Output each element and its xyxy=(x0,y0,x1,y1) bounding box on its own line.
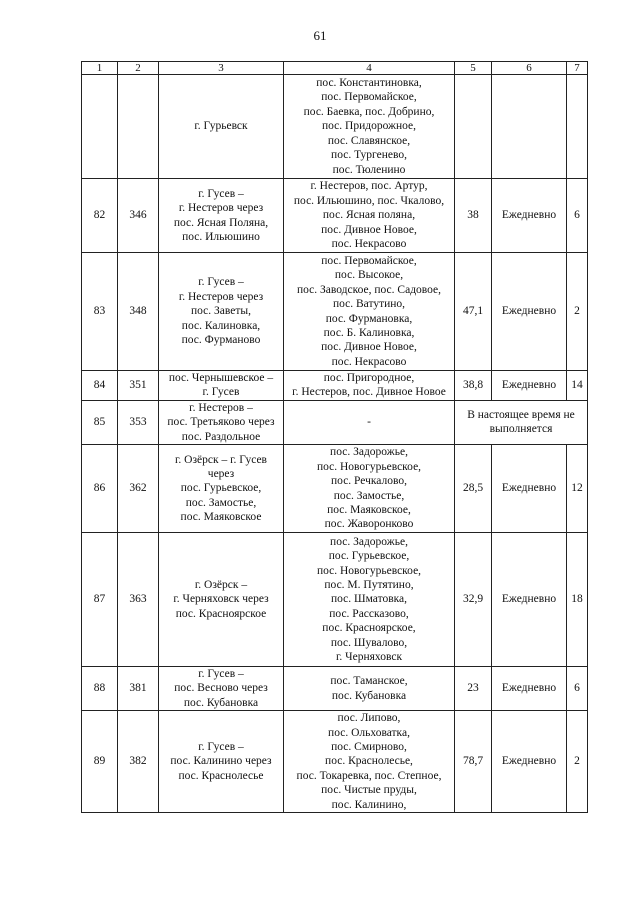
route-name-cell: г. Гусев – пос. Калинино через пос. Краснолесье xyxy=(159,711,284,813)
length-cell: 47,1 xyxy=(455,253,492,371)
table-row xyxy=(82,253,588,371)
column-header: 5 xyxy=(455,62,492,75)
route-number-cell: 382 xyxy=(118,711,159,813)
schedule-cell: Ежедневно xyxy=(492,371,567,401)
stops-cell: пос. Задорожье, пос. Гурьевское, пос. Новогурьевское, пос. М. Путятино, пос. Шматовка, пос. Рассказово, пос. Красноярское, пос. Шувалово, г. Черняховск xyxy=(284,533,455,667)
column-header: 1 xyxy=(82,62,118,75)
schedule-cell xyxy=(492,75,567,179)
length-cell: 38 xyxy=(455,179,492,253)
schedule-cell: Ежедневно xyxy=(492,711,567,813)
trips-cell xyxy=(567,75,588,179)
row-number-cell: 85 xyxy=(82,400,118,444)
column-header: 7 xyxy=(567,62,588,75)
trips-cell: 6 xyxy=(567,667,588,711)
route-name-cell: пос. Чернышевское – г. Гусев xyxy=(159,371,284,401)
schedule-cell: Ежедневно xyxy=(492,179,567,253)
route-name-cell: г. Гурьевск xyxy=(159,75,284,179)
route-number-cell: 346 xyxy=(118,179,159,253)
length-cell: 28,5 xyxy=(455,445,492,533)
row-number-cell: 86 xyxy=(82,445,118,533)
length-cell: 32,9 xyxy=(455,533,492,667)
length-cell: 38,8 xyxy=(455,371,492,401)
status-note-cell: В настоящее время не выполняется xyxy=(455,400,588,444)
stops-cell: - xyxy=(284,400,455,444)
row-number-cell: 88 xyxy=(82,667,118,711)
row-number-cell: 87 xyxy=(82,533,118,667)
stops-cell: пос. Первомайское, пос. Высокое, пос. Заводское, пос. Садовое, пос. Ватутино, пос. Фурмановка, пос. Б. Калиновка, пос. Дивное Новое, пос. Некрасово xyxy=(284,253,455,371)
row-number-cell xyxy=(82,75,118,179)
table-row xyxy=(82,711,588,813)
stops-cell: пос. Задорожье, пос. Новогурьевское, пос. Речкалово, пос. Замостье, пос. Маяковское, пос. Жаворонково xyxy=(284,445,455,533)
route-name-cell: г. Гусев – г. Нестеров через пос. Ясная Поляна, пос. Ильюшино xyxy=(159,179,284,253)
route-name-cell: г. Озёрск – г. Черняховск через пос. Красноярское xyxy=(159,533,284,667)
route-number-cell xyxy=(118,75,159,179)
row-number-cell: 89 xyxy=(82,711,118,813)
schedule-cell: Ежедневно xyxy=(492,445,567,533)
row-number-cell: 82 xyxy=(82,179,118,253)
trips-cell: 6 xyxy=(567,179,588,253)
route-number-cell: 363 xyxy=(118,533,159,667)
stops-cell: пос. Таманское, пос. Кубановка xyxy=(284,667,455,711)
route-number-cell: 351 xyxy=(118,371,159,401)
stops-cell: г. Нестеров, пос. Артур, пос. Ильюшино, пос. Чкалово, пос. Ясная поляна, пос. Дивное Новое, пос. Некрасово xyxy=(284,179,455,253)
schedule-cell: Ежедневно xyxy=(492,253,567,371)
table-row xyxy=(82,445,588,533)
stops-cell: пос. Пригородное, г. Нестеров, пос. Дивное Новое xyxy=(284,371,455,401)
column-header: 4 xyxy=(284,62,455,75)
route-number-cell: 348 xyxy=(118,253,159,371)
table-row xyxy=(82,75,588,179)
row-number-cell: 83 xyxy=(82,253,118,371)
trips-cell: 14 xyxy=(567,371,588,401)
route-name-cell: г. Нестеров – пос. Третьяково через пос. Раздольное xyxy=(159,400,284,444)
route-number-cell: 381 xyxy=(118,667,159,711)
route-name-cell: г. Гусев – пос. Весново через пос. Кубановка xyxy=(159,667,284,711)
table-row xyxy=(82,400,588,444)
schedule-cell: Ежедневно xyxy=(492,533,567,667)
table-row xyxy=(82,371,588,401)
routes-table xyxy=(81,61,588,813)
route-name-cell: г. Гусев – г. Нестеров через пос. Заветы, пос. Калиновка, пос. Фурманово xyxy=(159,253,284,371)
stops-cell: пос. Константиновка, пос. Первомайское, пос. Баевка, пос. Добрино, пос. Придорожное, пос. Славянское, пос. Тургенево, пос. Тюленино xyxy=(284,75,455,179)
length-cell: 23 xyxy=(455,667,492,711)
table-row xyxy=(82,179,588,253)
route-number-cell: 362 xyxy=(118,445,159,533)
column-number-row xyxy=(82,62,588,75)
trips-cell: 2 xyxy=(567,711,588,813)
length-cell: 78,7 xyxy=(455,711,492,813)
route-name-cell: г. Озёрск – г. Гусев через пос. Гурьевское, пос. Замостье, пос. Маяковское xyxy=(159,445,284,533)
table-row xyxy=(82,667,588,711)
column-header: 2 xyxy=(118,62,159,75)
trips-cell: 2 xyxy=(567,253,588,371)
page-number: 61 xyxy=(313,28,327,43)
row-number-cell: 84 xyxy=(82,371,118,401)
route-number-cell: 353 xyxy=(118,400,159,444)
table-row xyxy=(82,533,588,667)
column-header: 6 xyxy=(492,62,567,75)
schedule-cell: Ежедневно xyxy=(492,667,567,711)
trips-cell: 18 xyxy=(567,533,588,667)
length-cell xyxy=(455,75,492,179)
trips-cell: 12 xyxy=(567,445,588,533)
column-header: 3 xyxy=(159,62,284,75)
stops-cell: пос. Липово, пос. Ольховатка, пос. Смирново, пос. Краснолесье, пос. Токаревка, пос. Степное, пос. Чистые пруды, пос. Калинино, xyxy=(284,711,455,813)
